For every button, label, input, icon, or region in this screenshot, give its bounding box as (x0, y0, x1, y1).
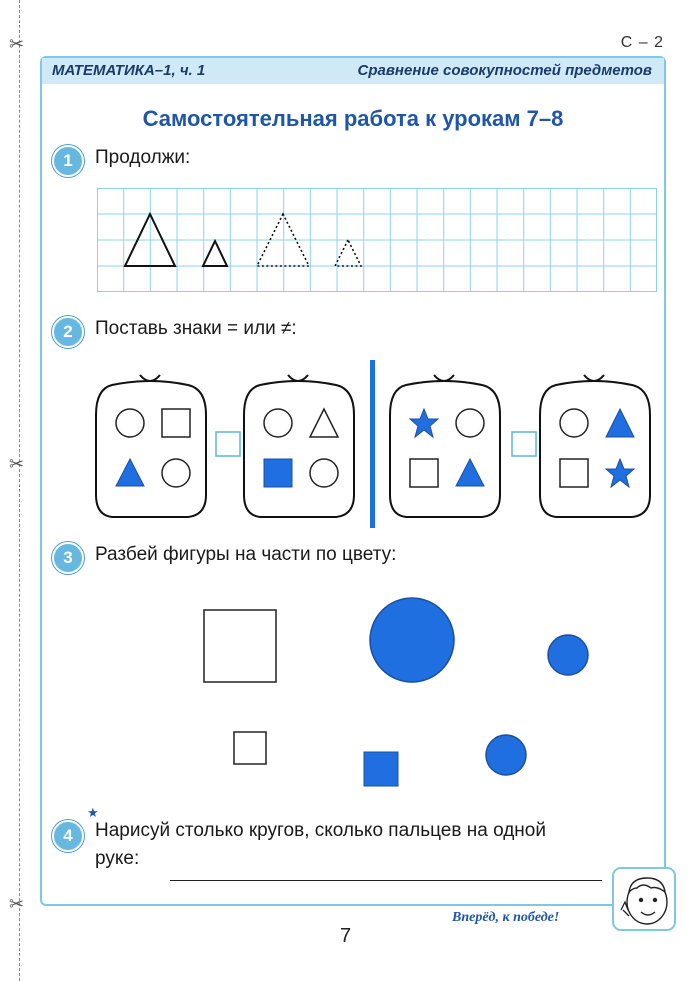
task-2-text: Поставь знаки = или ≠: (95, 318, 297, 339)
set-bag-3 (390, 375, 500, 517)
triangle-small-dotted (335, 240, 361, 266)
header-subject: МАТЕМАТИКА–1, ч. 1 (52, 62, 206, 79)
task-4-text-line2: руке: (95, 848, 140, 869)
pattern-grid[interactable] (97, 188, 657, 292)
task-3-text: Разбей фигуры на части по цвету: (95, 544, 397, 565)
circle-medium-blue (486, 735, 526, 775)
motto: Вперёд, к победе! (452, 910, 560, 925)
page-number: 7 (340, 925, 352, 947)
header-topic: Сравнение совокупностей предметов (357, 62, 652, 79)
set-bag-4 (540, 375, 650, 517)
square-small-blue (364, 752, 398, 786)
task-number-4: 4 (52, 820, 84, 852)
square-large-white (204, 610, 276, 682)
page-title: Самостоятельная работа к урокам 7–8 (142, 106, 564, 131)
sign-box-1[interactable] (216, 432, 240, 456)
answer-line[interactable] (170, 880, 602, 881)
square-small-white (234, 732, 266, 764)
header-bar (42, 58, 664, 84)
shapes-to-split (190, 590, 610, 800)
boy-face-icon (611, 866, 677, 932)
sign-box-2[interactable] (512, 432, 536, 456)
task-number-1: 1 (52, 145, 84, 177)
task-1-text: Продолжи: (95, 147, 191, 168)
task-4-text-line1: Нарисуй столько кругов, сколько пальцев на одной (95, 820, 546, 841)
comparison-area (92, 360, 662, 530)
task-number-2: 2 (52, 316, 84, 348)
cut-line (19, 0, 20, 981)
task-number-3: 3 (52, 542, 84, 574)
scissors-icon: ✂ (9, 894, 25, 915)
page-code: С – 2 (620, 34, 664, 51)
divider-line (370, 360, 375, 528)
scissors-icon: ✂ (9, 454, 25, 475)
set-bag-2 (244, 375, 354, 517)
circle-large-blue (370, 598, 454, 682)
scissors-icon: ✂ (9, 34, 25, 55)
set-bag-1 (96, 375, 206, 517)
star-icon: ★ (87, 806, 99, 821)
circle-small-blue (548, 635, 588, 675)
triangle-small-solid (203, 241, 227, 266)
